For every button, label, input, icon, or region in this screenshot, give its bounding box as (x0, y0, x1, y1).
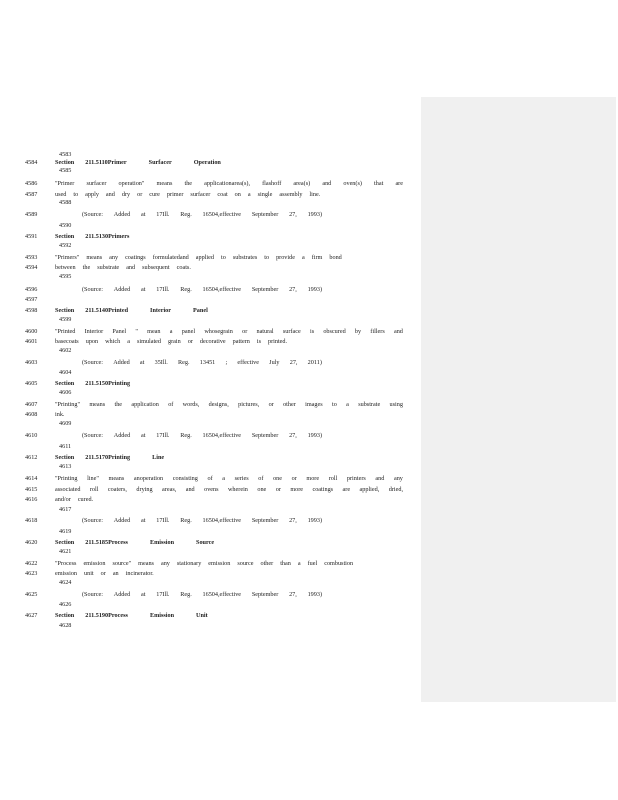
word: Reg. (180, 432, 192, 439)
section-heading (55, 454, 164, 462)
word: 1993) (307, 591, 322, 598)
word: coaters, (107, 486, 127, 493)
section-heading-part: Operation (193, 159, 221, 166)
word: 16504,effective (202, 432, 242, 439)
word: combustion (324, 560, 354, 567)
word: any (393, 475, 403, 482)
word: a (346, 401, 349, 408)
section-heading (55, 159, 221, 167)
line-number: 4614 (25, 475, 38, 482)
word: are (342, 486, 351, 493)
word: line. (309, 191, 321, 198)
word: an (112, 570, 119, 577)
word: 16504,effective (202, 591, 242, 598)
word: coats. (176, 264, 191, 271)
word: wherein (227, 486, 248, 493)
word: at (141, 286, 146, 293)
word: (Source: (82, 286, 103, 293)
word: and (185, 486, 195, 493)
word: obscured (323, 328, 346, 335)
line-number: 4596 (25, 286, 38, 293)
word: ; (225, 359, 228, 366)
line-number: 4620 (25, 539, 38, 546)
word: to (73, 191, 79, 198)
section-heading-part: Surfacer (148, 159, 172, 166)
word: whosegrain (204, 328, 233, 335)
line-number: 4623 (25, 570, 38, 577)
definition-line (55, 496, 403, 504)
line-number: 4593 (25, 254, 38, 261)
section-heading-part: Section (55, 539, 75, 546)
word: "Process (55, 560, 77, 567)
word: fuel (307, 560, 318, 567)
word: drying (136, 486, 153, 493)
line-number: 4606 (59, 389, 72, 396)
word: formulatedand (152, 254, 189, 261)
word: the (82, 264, 91, 271)
comment-pane (421, 97, 616, 702)
line-number: 4608 (25, 411, 38, 418)
word: surfacer (190, 191, 211, 198)
line-number: 4588 (59, 199, 72, 206)
word: designs, (208, 401, 229, 408)
word: or (268, 401, 274, 408)
section-heading-part: Interior (150, 307, 172, 314)
word: at (141, 432, 146, 439)
section-heading-part: 211.5110Primer (85, 159, 127, 166)
section-heading-part: 211.5130Primers (85, 233, 130, 240)
word: September (251, 211, 279, 218)
word: single (257, 191, 273, 198)
word: used (55, 191, 67, 198)
word: means (89, 401, 106, 408)
source-line (82, 432, 322, 440)
word: images (305, 401, 323, 408)
word: substrate (97, 264, 120, 271)
word: using (389, 401, 403, 408)
word: natural (256, 328, 274, 335)
word: and (105, 191, 115, 198)
word: the (114, 401, 123, 408)
word: stationary (176, 560, 202, 567)
section-heading-part: Section (55, 612, 75, 619)
word: more (306, 475, 320, 482)
word: upon (85, 338, 99, 345)
section-heading-part: Section (55, 159, 75, 166)
section-heading-part: 211.5150Printing (85, 380, 131, 387)
word: subsequent (142, 264, 170, 271)
word: cured. (77, 496, 94, 503)
word: operation" (118, 180, 145, 187)
line-number: 4621 (59, 548, 72, 555)
line-number: 4591 (25, 233, 38, 240)
word: (Source: (82, 211, 103, 218)
word: and (126, 264, 136, 271)
word: September (251, 517, 279, 524)
word: basecoats (55, 338, 79, 345)
definition-line (55, 254, 403, 262)
word: printers (346, 475, 366, 482)
line-number: 4622 (25, 560, 38, 567)
word: areas, (162, 486, 177, 493)
word: to (331, 401, 337, 408)
word: 35Ill. (154, 359, 168, 366)
word: September (251, 286, 279, 293)
line-number: 4584 (25, 159, 38, 166)
line-number: 4618 (25, 517, 38, 524)
word: coatings (125, 254, 146, 261)
line-number: 4589 (25, 211, 38, 218)
word: pattern (232, 338, 250, 345)
word: Reg. (180, 211, 192, 218)
definition-line (55, 570, 403, 578)
section-heading (55, 233, 129, 241)
word: and (322, 180, 332, 187)
word: flashoff (262, 180, 282, 187)
definition-line (55, 191, 403, 199)
line-number: 4600 (25, 328, 38, 335)
word: at (141, 591, 146, 598)
word: means (108, 475, 125, 482)
word: series (234, 475, 249, 482)
definition-line (55, 475, 403, 483)
word: Added (113, 591, 131, 598)
section-heading-part: 211.5190Process (85, 612, 128, 619)
word: Reg. (180, 591, 192, 598)
section-heading (55, 612, 208, 620)
word: of (168, 401, 174, 408)
line-number: 4599 (59, 316, 72, 323)
word: Reg. (180, 286, 192, 293)
line-number: 4597 (25, 296, 38, 303)
line-number: 4612 (25, 454, 38, 461)
word: ovens (204, 486, 219, 493)
word: applicationarea(s), (204, 180, 251, 187)
word: and (393, 328, 403, 335)
section-heading-part: Section (55, 454, 75, 461)
word: a (297, 560, 301, 567)
word: emission (55, 570, 78, 577)
section-heading (55, 380, 130, 388)
word: July (269, 359, 280, 366)
word: "Primers" (55, 254, 80, 261)
word: 27, (289, 517, 297, 524)
line-number: 4605 (25, 380, 38, 387)
word: "Printing" (55, 401, 80, 408)
line-number: 4628 (59, 622, 72, 629)
word: is (256, 338, 261, 345)
word: and/or (55, 496, 71, 503)
word: 27, (289, 432, 297, 439)
word: (Source: (82, 359, 103, 366)
word: 16504,effective (202, 517, 242, 524)
word: "Printed (55, 328, 76, 335)
section-heading-part: Section (55, 380, 75, 387)
section-heading (55, 539, 214, 547)
source-line (82, 286, 322, 294)
section-heading-part: Section (55, 233, 75, 240)
word: other (283, 401, 296, 408)
line-number: 4619 (59, 528, 72, 535)
word: application (131, 401, 159, 408)
line-number: 4617 (59, 506, 72, 513)
word: surface (282, 328, 301, 335)
word: Added (113, 432, 131, 439)
word: a (247, 191, 251, 198)
word: than (280, 560, 291, 567)
line-number: 4609 (59, 420, 72, 427)
word: or (137, 191, 143, 198)
word: associated (55, 486, 81, 493)
word: source" (112, 560, 132, 567)
word: September (251, 591, 279, 598)
definition-line (55, 264, 403, 272)
word: 16504,effective (202, 211, 242, 218)
word: Interior (84, 328, 104, 335)
word: decorative (199, 338, 226, 345)
word: dry (121, 191, 131, 198)
word: coat (217, 191, 228, 198)
line-number: 4594 (25, 264, 38, 271)
word: incinerator. (125, 570, 154, 577)
line-number: 4583 (59, 151, 72, 158)
word: of (207, 475, 213, 482)
word: area(s) (293, 180, 311, 187)
word: fillers (370, 328, 385, 335)
word: between (55, 264, 76, 271)
word: 1993) (307, 211, 322, 218)
line-number: 4586 (25, 180, 38, 187)
word: at (141, 517, 146, 524)
source-line (82, 517, 322, 525)
line-number: 4602 (59, 347, 72, 354)
section-heading-part: Section (55, 307, 75, 314)
word: 2011) (307, 359, 322, 366)
section-heading-part: Panel (193, 307, 208, 314)
word: a (127, 338, 130, 345)
word: a (169, 328, 173, 335)
source-line (82, 591, 322, 599)
line-number: 4587 (25, 191, 38, 198)
line-number: 4613 (59, 463, 72, 470)
line-number: 4603 (25, 359, 38, 366)
line-number: 4616 (25, 496, 38, 503)
word: emission (208, 560, 231, 567)
line-number: 4627 (25, 612, 38, 619)
word: coatings (312, 486, 334, 493)
word: " (135, 328, 138, 335)
line-number: 4604 (59, 369, 72, 376)
section-heading-part: 211.5170Printing (85, 454, 131, 461)
word: 1993) (307, 432, 322, 439)
word: or (242, 328, 248, 335)
word: 27, (289, 286, 297, 293)
word: Added (113, 211, 131, 218)
word: source (237, 560, 254, 567)
line-number: 4624 (59, 579, 72, 586)
word: "Primer (55, 180, 75, 187)
word: applied (195, 254, 214, 261)
word: or (100, 570, 106, 577)
section-heading-part: Emission (149, 612, 175, 619)
word: Panel (112, 328, 127, 335)
word: bond (329, 254, 342, 261)
word: at (141, 211, 146, 218)
word: "Printing (55, 475, 78, 482)
word: pictures, (238, 401, 260, 408)
word: 1993) (307, 517, 322, 524)
word: on (234, 191, 241, 198)
word: to (264, 254, 270, 261)
word: or (275, 486, 281, 493)
word: or (291, 475, 297, 482)
line-number: 4590 (59, 222, 72, 229)
word: to (221, 254, 226, 261)
word: the (184, 180, 193, 187)
word: are (395, 180, 403, 187)
word: roll (328, 475, 338, 482)
line-number: 4598 (25, 307, 38, 314)
word: 17Ill. (156, 211, 170, 218)
word: a (301, 254, 305, 261)
section-heading-part: 211.5140Printed (85, 307, 129, 314)
line-number: 4585 (59, 167, 72, 174)
definition-line (55, 560, 403, 568)
word: apply (85, 191, 99, 198)
section-heading-part: 211.5185Process (85, 539, 128, 546)
word: Added (113, 359, 130, 366)
word: of (258, 475, 264, 482)
word: Added (113, 286, 131, 293)
line-number: 4626 (59, 601, 72, 608)
word: Added (113, 517, 131, 524)
word: 17Ill. (156, 517, 170, 524)
word: and (375, 475, 385, 482)
word: provide (276, 254, 295, 261)
word: Reg. (178, 359, 190, 366)
line-number: 4610 (25, 432, 38, 439)
word: ink. (55, 411, 65, 418)
word: any (160, 560, 170, 567)
section-heading-part: Line (152, 454, 165, 461)
line-number: 4615 (25, 486, 38, 493)
section-heading-part: Unit (196, 612, 208, 619)
section-heading (55, 307, 208, 315)
source-line (82, 359, 322, 367)
word: primer (166, 191, 184, 198)
word: consisting (172, 475, 198, 482)
word: printed. (268, 338, 288, 345)
word: simulated (136, 338, 162, 345)
word: mean (147, 328, 161, 335)
word: 17Ill. (156, 286, 170, 293)
word: assembly (279, 191, 303, 198)
section-heading-part: Emission (149, 539, 175, 546)
word: a (222, 475, 225, 482)
word: panel (181, 328, 196, 335)
word: unit (84, 570, 94, 577)
line-number: 4611 (59, 443, 72, 450)
definition-line (55, 328, 403, 336)
word: (Source: (82, 517, 103, 524)
line-number: 4592 (59, 242, 72, 249)
word: at (139, 359, 145, 366)
word: any (109, 254, 119, 261)
definition-line (55, 180, 403, 188)
word: dried, (388, 486, 403, 493)
section-heading-part: Source (196, 539, 215, 546)
line-number: 4601 (25, 338, 38, 345)
word: anoperation (133, 475, 164, 482)
word: September (251, 432, 279, 439)
word: emission (83, 560, 106, 567)
word: firm (311, 254, 323, 261)
line-number: 4625 (25, 591, 38, 598)
word: means (156, 180, 173, 187)
word: applied, (359, 486, 380, 493)
word: grain (168, 338, 181, 345)
source-line (82, 211, 322, 219)
word: surfacer (86, 180, 107, 187)
word: other (260, 560, 274, 567)
word: by (354, 328, 362, 335)
word: 17Ill. (156, 432, 170, 439)
word: 13451 (199, 359, 216, 366)
word: cure (149, 191, 160, 198)
definition-line (55, 486, 403, 494)
line-number: 4607 (25, 401, 38, 408)
word: 16504,effective (202, 286, 242, 293)
word: one (273, 475, 282, 482)
word: oven(s) (343, 180, 362, 187)
line-number: 4595 (59, 273, 72, 280)
word: (Source: (82, 432, 103, 439)
word: that (374, 180, 384, 187)
word: or (187, 338, 193, 345)
word: one (257, 486, 267, 493)
word: which (105, 338, 121, 345)
word: means (138, 560, 154, 567)
word: line" (87, 475, 99, 482)
word: 27, (289, 359, 298, 366)
word: effective (237, 359, 259, 366)
word: means (86, 254, 103, 261)
word: 1993) (307, 286, 322, 293)
definition-line (55, 338, 403, 346)
word: is (309, 328, 315, 335)
word: substrates (232, 254, 258, 261)
word: 17Ill. (156, 591, 170, 598)
word: (Source: (82, 591, 103, 598)
word: substrate (358, 401, 381, 408)
word: roll (89, 486, 99, 493)
definition-line (55, 401, 403, 409)
word: more (290, 486, 304, 493)
word: 27, (289, 211, 297, 218)
word: 27, (289, 591, 297, 598)
definition-line (55, 411, 403, 419)
word: Reg. (180, 517, 192, 524)
word: words, (182, 401, 200, 408)
